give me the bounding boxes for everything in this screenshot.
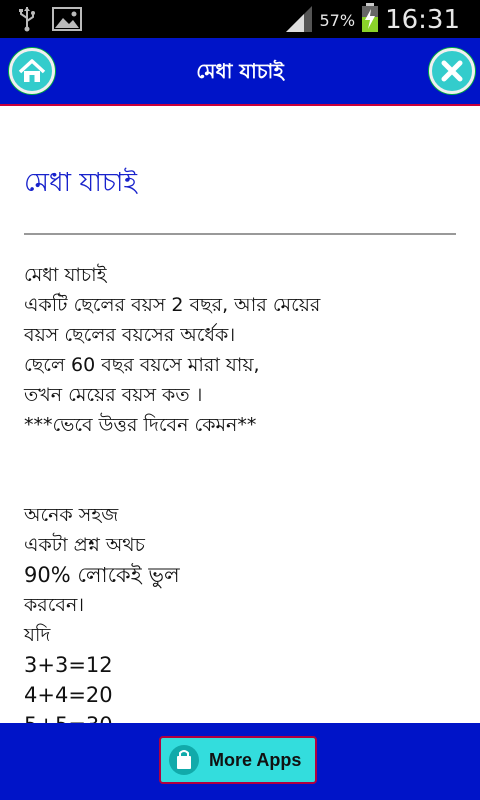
signal-icon bbox=[284, 4, 314, 36]
status-bar bbox=[0, 0, 480, 38]
text-line: ***ভেবে উত্তর দিবেন কেমন** bbox=[24, 414, 257, 436]
page-title: মেধা যাচাই bbox=[196, 59, 284, 83]
usb-icon bbox=[18, 6, 36, 36]
text-line: তখন মেয়ের বয়স কত । bbox=[24, 384, 203, 406]
text-line: ছেলে 60 বছর বয়সে মারা যায়, bbox=[24, 354, 260, 376]
content-heading: মেধা যাচাই bbox=[24, 168, 137, 198]
battery-percent: 57% bbox=[319, 10, 356, 30]
text-line: 3+3=12 bbox=[24, 653, 113, 677]
text-line: যদি bbox=[24, 624, 51, 646]
text-line: বয়স ছেলের বয়সের অর্ধেক। bbox=[24, 324, 236, 346]
image-icon bbox=[52, 7, 82, 35]
clock: 16:31 bbox=[385, 5, 460, 35]
shopping-bag-icon bbox=[169, 745, 199, 775]
content-scroll-area[interactable] bbox=[0, 106, 480, 723]
app-title-bar bbox=[0, 38, 480, 106]
text-line: একটা প্রশ্ন অথচ bbox=[24, 534, 145, 556]
text-line: করবেন। bbox=[24, 594, 85, 616]
close-button[interactable] bbox=[429, 48, 475, 94]
text-line: 90% লোকেই ভুল bbox=[24, 563, 180, 587]
battery-charging-icon bbox=[361, 3, 379, 37]
puzzle-text bbox=[24, 260, 464, 740]
text-line: 4+4=20 bbox=[24, 683, 113, 707]
text-line: মেধা যাচাই bbox=[24, 264, 107, 286]
bottom-bar bbox=[0, 723, 480, 800]
text-line: অনেক সহজ bbox=[24, 504, 119, 526]
more-apps-label: More Apps bbox=[209, 749, 302, 770]
text-line: একটি ছেলের বয়স 2 বছর, আর মেয়ের bbox=[24, 294, 321, 316]
divider bbox=[24, 233, 456, 235]
close-icon bbox=[432, 51, 472, 91]
more-apps-button[interactable] bbox=[159, 736, 317, 784]
